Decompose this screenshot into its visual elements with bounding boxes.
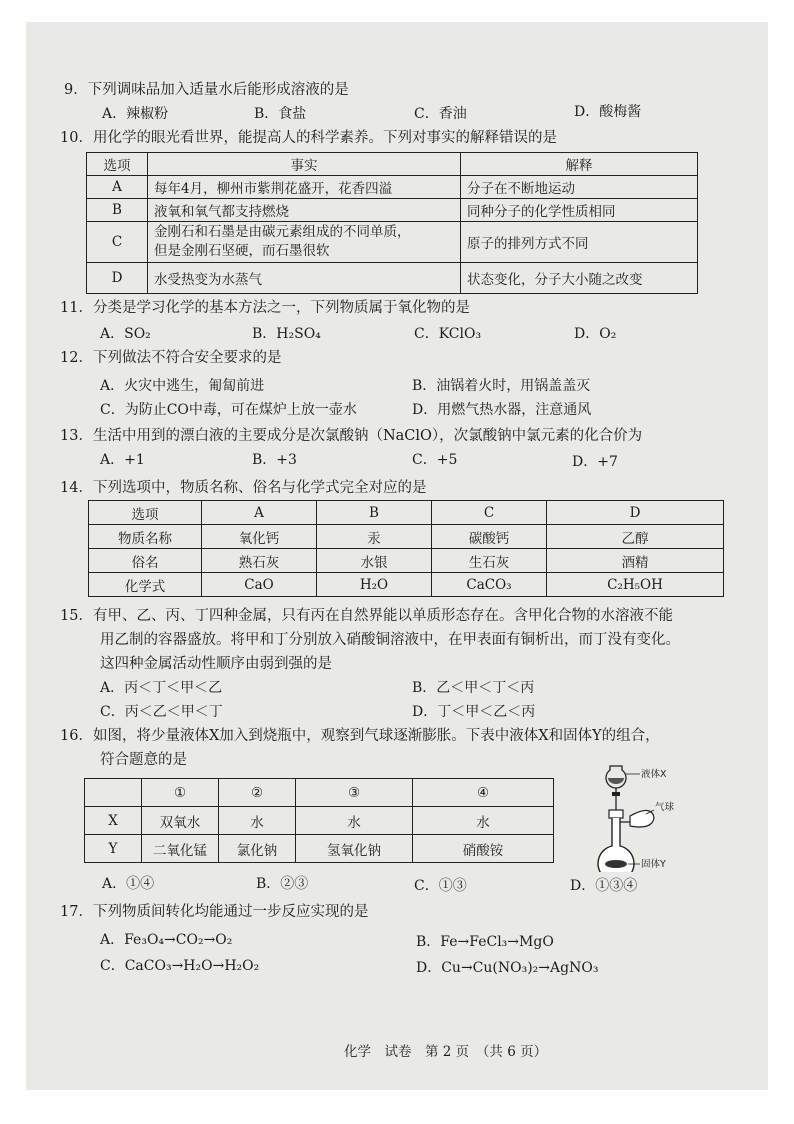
question-12-option-b: B．油锅着火时，用锅盖盖灭: [412, 378, 591, 394]
question-15-option-c: C．丙＜乙＜甲＜丁: [100, 704, 223, 720]
table-row: [85, 807, 554, 835]
question-17-option-c: C．CaCO₃→H₂O→H₂O₂: [100, 958, 260, 974]
table-cell: C₂H₅OH: [547, 573, 724, 597]
table-row: [85, 779, 554, 807]
table-cell: 物质名称: [89, 525, 202, 549]
table-row: [85, 835, 554, 863]
table-cell: 双氧水: [142, 807, 219, 835]
table-cell: C: [432, 501, 547, 525]
table-row: [89, 501, 724, 525]
table-cell: 二氧化锰: [142, 835, 219, 863]
table-cell-option: D: [87, 263, 148, 294]
table-cell-explanation: 同种分子的化学性质相同: [461, 199, 698, 222]
table-header-cell: 解释: [461, 153, 698, 176]
question-13-option-d: D．+7: [572, 454, 618, 470]
question-15-option-a: A．丙＜丁＜甲＜乙: [100, 680, 223, 696]
table-cell-fact: 液氧和氧气都支持燃烧: [148, 199, 461, 222]
question-9-option-b: B．食盐: [254, 106, 307, 122]
question-16-option-c: C．①③: [414, 878, 467, 894]
table-cell: [85, 779, 142, 807]
table-cell-explanation: 状态变化，分子大小随之改变: [461, 263, 698, 294]
question-9-option-c: C．香油: [414, 106, 467, 122]
figure-label-solid: 固体Y: [641, 859, 666, 870]
table-cell-option: A: [87, 176, 148, 199]
table-cell: ④: [413, 779, 554, 807]
question-12-option-c: C．为防止CO中毒，可在煤炉上放一壶水: [100, 402, 357, 418]
table-cell-option: B: [87, 199, 148, 222]
question-16-option-b: B．②③: [256, 876, 309, 892]
table-cell-fact: 水受热变为水蒸气: [148, 263, 461, 294]
question-11-option-b: B．H₂SO₄: [252, 326, 321, 342]
table-cell: Y: [85, 835, 142, 863]
table-cell: 化学式: [89, 573, 202, 597]
table-cell: 氯化钠: [219, 835, 296, 863]
question-10-stem: 10．用化学的眼光看世界，能提高人的科学素养。下列对事实的解释错误的是: [60, 130, 557, 146]
table-row: [87, 199, 698, 222]
question-17-option-d: D．Cu→Cu(NO₃)₂→AgNO₃: [416, 960, 599, 976]
table-row: [89, 549, 724, 573]
question-11-option-a: A．SO₂: [100, 326, 151, 342]
table-row: [89, 573, 724, 597]
question-16-option-d: D．①③④: [570, 878, 638, 894]
table-header-cell: 事实: [148, 153, 461, 176]
question-13-option-a: A．+1: [100, 452, 145, 468]
table-cell: 俗名: [89, 549, 202, 573]
table-cell: ①: [142, 779, 219, 807]
exam-page: [26, 22, 768, 1090]
table-cell: 氢氧化钠: [296, 835, 413, 863]
table-cell: 汞: [317, 525, 432, 549]
fact-line-1: 金刚石和石墨是由碳元素组成的不同单质，: [154, 224, 411, 240]
table-cell: 熟石灰: [202, 549, 317, 573]
question-10-table: [86, 152, 698, 294]
table-cell: 水: [219, 807, 296, 835]
table-cell: CaCO₃: [432, 573, 547, 597]
question-15-line-1: 15．有甲、乙、丙、丁四种金属，只有丙在自然界能以单质形态存在。含甲化合物的水溶液不能: [60, 608, 673, 624]
table-cell: 水: [413, 807, 554, 835]
table-cell: A: [202, 501, 317, 525]
question-14-table: [88, 500, 724, 597]
table-cell: 酒精: [547, 549, 724, 573]
table-cell-explanation: 分子在不断地运动: [461, 176, 698, 199]
question-11-option-d: D．O₂: [574, 326, 617, 342]
table-cell: ②: [219, 779, 296, 807]
table-row: [87, 263, 698, 294]
question-12-stem: 12．下列做法不符合安全要求的是: [60, 350, 282, 366]
table-row: [89, 525, 724, 549]
question-9-option-a: A．辣椒粉: [102, 106, 169, 122]
figure-label-balloon: 气球: [655, 802, 675, 813]
question-9-option-d: D．酸梅酱: [574, 104, 642, 120]
question-16-line-2: 符合题意的是: [100, 752, 187, 768]
question-11-option-c: C．KClO₃: [414, 326, 482, 342]
table-cell: B: [317, 501, 432, 525]
question-12-option-a: A．火灾中逃生，匍匐前进: [100, 378, 265, 394]
question-13-option-c: C．+5: [412, 452, 458, 468]
table-header-cell: 选项: [87, 153, 148, 176]
question-15-line-2: 用乙制的容器盛放。将甲和丁分别放入硝酸铜溶液中，在甲表面有铜析出，而丁没有变化。: [100, 632, 680, 648]
question-17-stem: 17．下列物质间转化均能通过一步反应实现的是: [60, 904, 369, 920]
question-17-option-b: B．Fe→FeCl₃→MgO: [416, 934, 554, 950]
table-row: [87, 176, 698, 199]
table-cell: 乙醇: [547, 525, 724, 549]
table-cell: 水: [296, 807, 413, 835]
table-cell-option: C: [87, 222, 148, 263]
table-row: [87, 222, 698, 263]
flask-apparatus-figure: [582, 760, 692, 872]
question-15-line-3: 这四种金属活动性顺序由弱到强的是: [100, 656, 332, 672]
table-cell: ③: [296, 779, 413, 807]
table-header-row: [87, 153, 698, 176]
question-13-option-b: B．+3: [252, 452, 297, 468]
table-cell-fact: [148, 222, 461, 263]
question-11-stem: 11．分类是学习化学的基本方法之一，下列物质属于氧化物的是: [60, 300, 470, 316]
table-cell: 生石灰: [432, 549, 547, 573]
table-cell: 选项: [89, 501, 202, 525]
table-cell: X: [85, 807, 142, 835]
question-12-option-d: D．用燃气热水器，注意通风: [412, 402, 592, 418]
question-15-option-b: B．乙＜甲＜丁＜丙: [412, 680, 535, 696]
question-17-option-a: A．Fe₃O₄→CO₂→O₂: [100, 932, 233, 948]
question-16-option-a: A．①④: [102, 876, 155, 892]
question-15-option-d: D．丁＜甲＜乙＜丙: [412, 704, 536, 720]
fact-line-2: 但是金刚石坚硬，而石墨很软: [154, 243, 330, 259]
table-cell: CaO: [202, 573, 317, 597]
table-cell: D: [547, 501, 724, 525]
question-14-stem: 14．下列选项中，物质名称、俗名与化学式完全对应的是: [60, 480, 427, 496]
question-16-line-1: 16．如图，将少量液体X加入到烧瓶中，观察到气球逐渐膨胀。下表中液体X和固体Y的组合，: [60, 728, 660, 744]
question-13-stem: 13．生活中用到的漂白液的主要成分是次氯酸钠（NaClO），次氯酸钠中氯元素的化合价为: [60, 428, 643, 444]
page-footer: 化学 试卷 第 2 页 （共 6 页）: [344, 1044, 548, 1060]
table-cell: 硝酸铵: [413, 835, 554, 863]
table-cell-explanation: 原子的排列方式不同: [461, 222, 698, 263]
table-cell: 氧化钙: [202, 525, 317, 549]
figure-label-liquid: 液体X: [641, 769, 667, 780]
question-16-table: [84, 778, 554, 863]
question-9-stem: 9．下列调味品加入适量水后能形成溶液的是: [64, 82, 349, 98]
table-cell: H₂O: [317, 573, 432, 597]
table-cell: 水银: [317, 549, 432, 573]
table-cell: 碳酸钙: [432, 525, 547, 549]
table-cell-fact: 每年4月，柳州市紫荆花盛开，花香四溢: [148, 176, 461, 199]
